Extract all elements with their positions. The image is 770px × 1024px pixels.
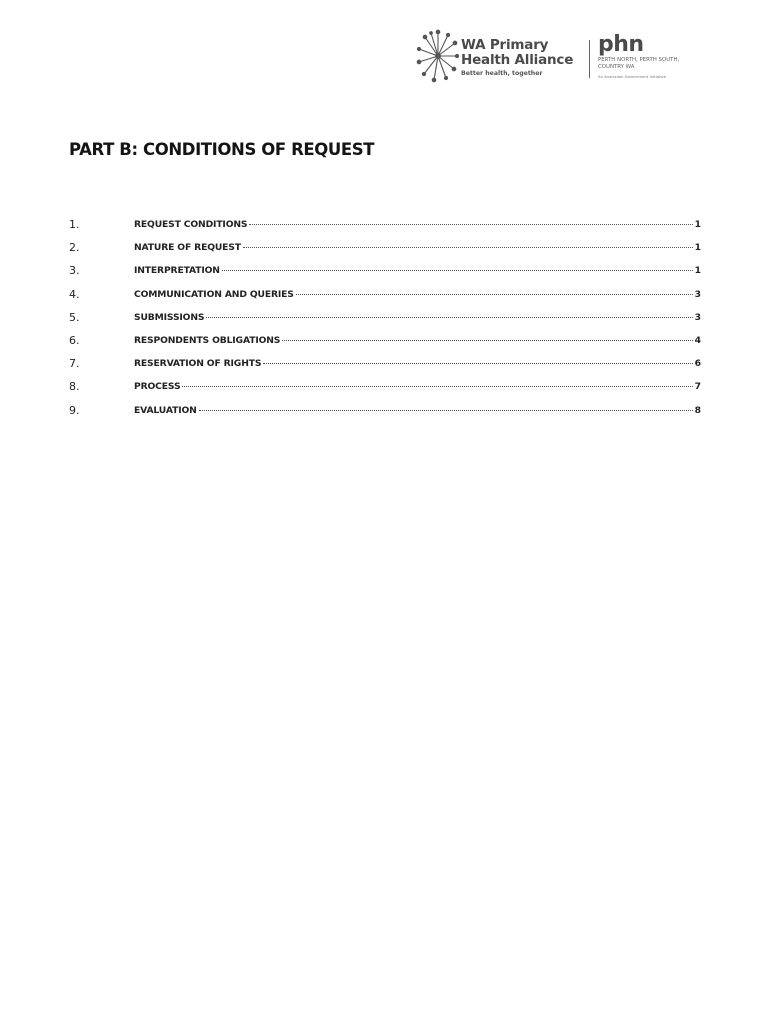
page-title: PART B: CONDITIONS OF REQUEST [69, 140, 375, 159]
toc-label[interactable]: RESPONDENTS OBLIGATIONS [134, 334, 281, 346]
logo-text-line1: WA Primary [461, 37, 549, 53]
toc-number: 5. [69, 310, 80, 324]
toc-label[interactable]: NATURE OF REQUEST [134, 242, 241, 254]
toc-label[interactable]: COMMUNICATION AND QUERIES [134, 288, 294, 300]
toc-page-number: 6 [694, 358, 701, 370]
toc-number: 3. [69, 264, 80, 278]
toc-row[interactable] [69, 310, 701, 333]
toc-number: 9. [69, 403, 80, 417]
toc-row[interactable] [69, 263, 701, 286]
toc-page-number: 7 [694, 381, 701, 393]
phn-government-initiative: An Australian Government Initiative [598, 74, 667, 79]
toc-page-number: 1 [694, 219, 701, 230]
phn-logo [598, 34, 708, 84]
toc-number: 8. [69, 380, 80, 394]
toc-leader-dots [206, 317, 692, 318]
toc-leader-dots [182, 386, 692, 387]
toc-leader-dots [199, 410, 693, 411]
toc-label[interactable]: RESERVATION OF RIGHTS [134, 358, 262, 370]
toc-row[interactable] [69, 240, 701, 263]
logo-tagline: Better health, together [461, 70, 543, 77]
toc-number: 7. [69, 357, 80, 371]
toc-label[interactable]: EVALUATION [134, 404, 197, 416]
toc-leader-dots [296, 294, 693, 295]
table-of-contents [69, 217, 701, 426]
toc-leader-dots [249, 224, 692, 225]
phn-wordmark: phn [598, 32, 644, 57]
toc-number: 1. [69, 218, 80, 231]
toc-page-number: 1 [694, 242, 701, 254]
toc-page-number: 4 [694, 334, 701, 346]
toc-row[interactable] [69, 379, 701, 402]
toc-row[interactable] [69, 403, 701, 426]
toc-page-number: 3 [694, 311, 701, 323]
toc-page-number: 3 [694, 288, 701, 300]
toc-label[interactable]: INTERPRETATION [134, 265, 220, 277]
toc-page-number: 8 [694, 404, 701, 416]
toc-label[interactable]: PROCESS [134, 381, 181, 393]
toc-row[interactable] [69, 333, 701, 356]
toc-row[interactable] [69, 356, 701, 379]
toc-page-number: 1 [694, 265, 701, 277]
logo-text-line2: Health Alliance [461, 52, 574, 68]
toc-leader-dots [282, 340, 692, 341]
toc-leader-dots [243, 247, 693, 248]
toc-leader-dots [222, 270, 693, 271]
logo-divider [589, 40, 590, 78]
toc-number: 2. [69, 241, 80, 255]
toc-row[interactable] [69, 217, 701, 240]
toc-label[interactable]: SUBMISSIONS [134, 311, 205, 323]
toc-row[interactable] [69, 287, 701, 310]
toc-leader-dots [263, 363, 692, 364]
toc-number: 6. [69, 333, 80, 347]
toc-label[interactable]: REQUEST CONDITIONS [134, 219, 248, 230]
starburst-logo-icon [416, 28, 460, 84]
wa-primary-health-alliance-logo [416, 28, 586, 84]
phn-region-text: PERTH NORTH, PERTH SOUTH, COUNTRY WA [598, 57, 680, 70]
toc-number: 4. [69, 287, 80, 301]
